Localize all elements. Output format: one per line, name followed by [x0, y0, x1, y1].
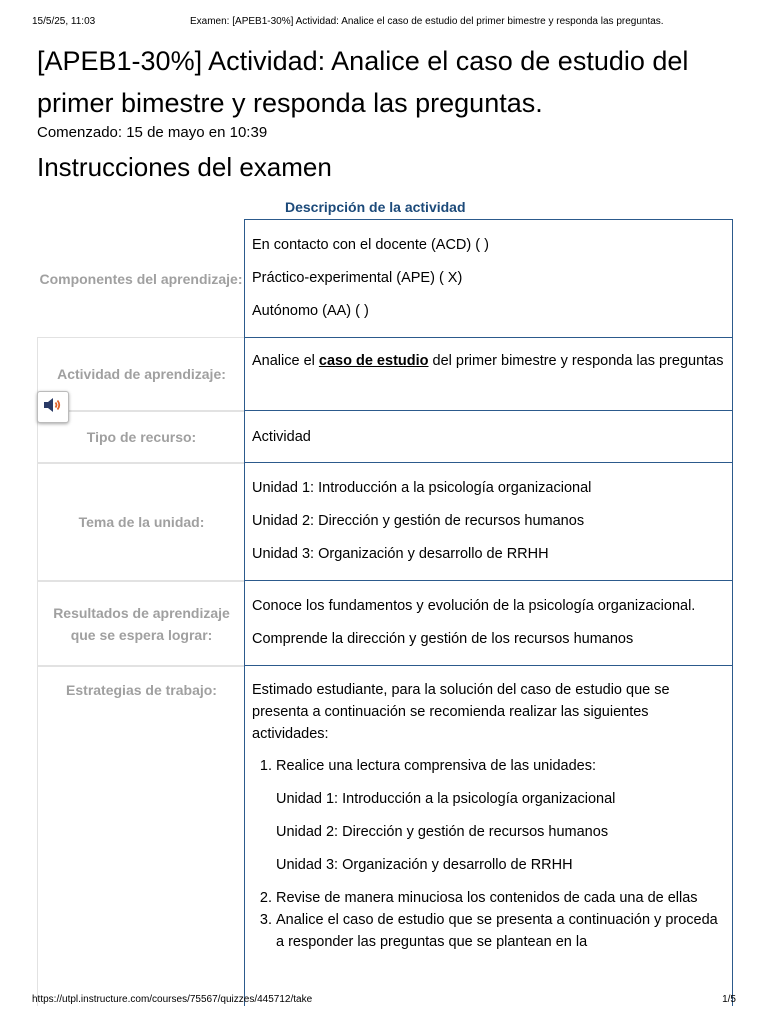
audio-read-aloud-button[interactable]: [37, 391, 69, 423]
estrategia-paso-2: 2. Revise de manera minuciosa los contenidos de cada una de ellas: [276, 887, 725, 909]
label-tema: Tema de la unidad:: [37, 463, 245, 581]
cell-resultados: [244, 581, 733, 666]
print-date: 15/5/25, 11:03: [32, 16, 96, 27]
tema-unidad-3: Unidad 3: Organización y desarrollo de RRHH: [252, 546, 549, 562]
estrategia-paso-1-text: Realice una lectura comprensiva de las unidades:: [276, 758, 596, 774]
resultado-2: Comprende la dirección y gestión de los recursos humanos: [252, 631, 634, 647]
resultado-1: Conoce los fundamentos y evolución de la psicología organizacional.: [252, 598, 696, 614]
caso-de-estudio-link[interactable]: caso de estudio: [318, 353, 429, 369]
estrategias-intro: Estimado estudiante, para la solución del caso de estudio que se presenta a continuación se recomienda realizar las siguientes actividades:: [252, 682, 670, 742]
componente-aa: Autónomo (AA) ( ): [252, 303, 369, 319]
speaker-icon: [42, 396, 64, 419]
quiz-title: [APEB1-30%] Actividad: Analice el caso de estudio del primer bimestre y responda las preguntas.: [37, 46, 689, 118]
componente-acd: En contacto con el docente (ACD) ( ): [252, 237, 489, 253]
label-resultados: Resultados de aprendizaje que se espera lograr:: [37, 581, 245, 666]
estrategia-unidad-3: Unidad 3: Organización y desarrollo de RRHH: [276, 857, 573, 873]
print-header: [32, 16, 736, 30]
cell-componentes: [244, 219, 733, 338]
tipo-recurso-value: Actividad: [252, 428, 311, 445]
cell-tipo-recurso: [244, 411, 733, 463]
activity-table-caption: Descripción de la actividad: [285, 199, 466, 215]
actividad-text: [252, 350, 725, 372]
row-tema: [37, 463, 733, 581]
print-page-title: Examen: [APEB1-30%] Actividad: Analice el caso de estudio del primer bimestre y responda las preguntas.: [190, 16, 664, 27]
cell-estrategias: [244, 666, 733, 1006]
cell-tema: [244, 463, 733, 581]
label-estrategias: Estrategias de trabajo:: [37, 666, 245, 1006]
print-url: https://utpl.instructure.com/courses/75567/quizzes/445712/take: [32, 994, 313, 1005]
tema-unidad-2: Unidad 2: Dirección y gestión de recursos humanos: [252, 513, 585, 529]
row-resultados: [37, 581, 733, 666]
row-estrategias: [37, 666, 733, 1006]
estrategia-paso-1: [276, 755, 725, 876]
row-componentes: [37, 219, 733, 338]
quiz-started-time: Comenzado: 15 de mayo en 10:39: [37, 124, 268, 141]
estrategia-paso-3: 3. Analice el caso de estudio que se presenta a continuación y proceda a responder las preguntas que se plantean en la: [276, 909, 725, 953]
estrategia-unidad-2: Unidad 2: Dirección y gestión de recursos humanos: [276, 824, 609, 840]
label-componentes: Componentes del aprendizaje:: [39, 270, 243, 287]
componente-ape: Práctico-experimental (APE) ( X): [252, 270, 463, 286]
estrategia-unidad-1: Unidad 1: Introducción a la psicología organizacional: [276, 791, 616, 807]
actividad-prefix: Analice el: [252, 353, 315, 369]
print-page-count: 1/5: [722, 994, 736, 1005]
actividad-suffix: del primer bimestre y responda las preguntas: [432, 353, 724, 369]
row-actividad: [37, 337, 733, 411]
estrategias-list: [252, 755, 725, 953]
row-tipo-recurso: [37, 411, 733, 463]
print-footer: [32, 994, 736, 1008]
cell-actividad: [244, 337, 733, 411]
instructions-heading: Instrucciones del examen: [37, 152, 332, 182]
label-actividad: Actividad de aprendizaje:: [37, 337, 245, 411]
tema-unidad-1: Unidad 1: Introducción a la psicología organizacional: [252, 480, 592, 496]
label-tipo-recurso: Tipo de recurso:: [37, 411, 245, 463]
